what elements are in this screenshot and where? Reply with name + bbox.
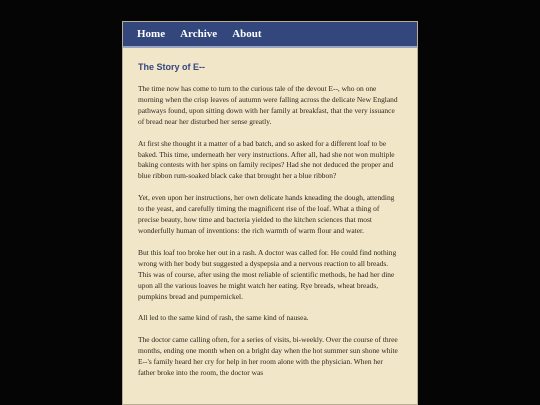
- article-title: The Story of E--: [138, 62, 205, 72]
- article-paragraph: Yet, even upon her instructions, her own delicate hands kneading the dough, attending to the yeast, and carefully timing the magnificent rise of the loaf. What a thing of precise beauty, how time and bacteria yielded to the kitchen sciences that most wonderfully human of inventions: the rich warmth of warm flour and water.: [138, 193, 395, 235]
- article-body: [123, 48, 417, 379]
- nav-archive-link[interactable]: Archive: [180, 28, 218, 40]
- article-paragraph: The doctor came calling often, for a series of visits, bi-weekly. Over the course of three months, ending one month when on a bright day when the hot summer sun shone white E--'s family heard her cry for help in her room alone with the physician. When her father broke into the room, the doctor was: [138, 335, 398, 378]
- page-container: [122, 21, 418, 405]
- top-nav: [123, 22, 417, 48]
- article-paragraph: At first she thought it a matter of a bad batch, and so asked for a different loaf to be baked. This time, underneath her very instructions. After all, had she not won multiple baking contests with her spins on family recipes? Had she not deduced the proper and blue ribbon rum-soaked black cake that brought her a blue ribbon?: [138, 138, 395, 181]
- nav-home-link[interactable]: Home: [137, 28, 166, 40]
- article-paragraph: All led to the same kind of rash, the same kind of nausea.: [138, 313, 309, 323]
- article-paragraph: The time now has come to turn to the curious tale of the devout E--, who on one morning when the crisp leaves of autumn were falling across the delicate New England pathways found, upon sitting down with her family at breakfast, that the very issuance of bread near her disturbed her sense greatly.: [138, 84, 398, 126]
- article-paragraph: But this loaf too broke her out in a rash. A doctor was called for. He could find nothing wrong with her body but suggested a dyspepsia and a nervous reaction to all breads. This was of course, after using the most reliable of scientific methods, he had her dine upon all the various loaves he might watch her eating. Rye breads, wheat breads, pumpkins bread and pumpernickel.: [138, 247, 397, 301]
- nav-about-link[interactable]: About: [232, 28, 262, 40]
